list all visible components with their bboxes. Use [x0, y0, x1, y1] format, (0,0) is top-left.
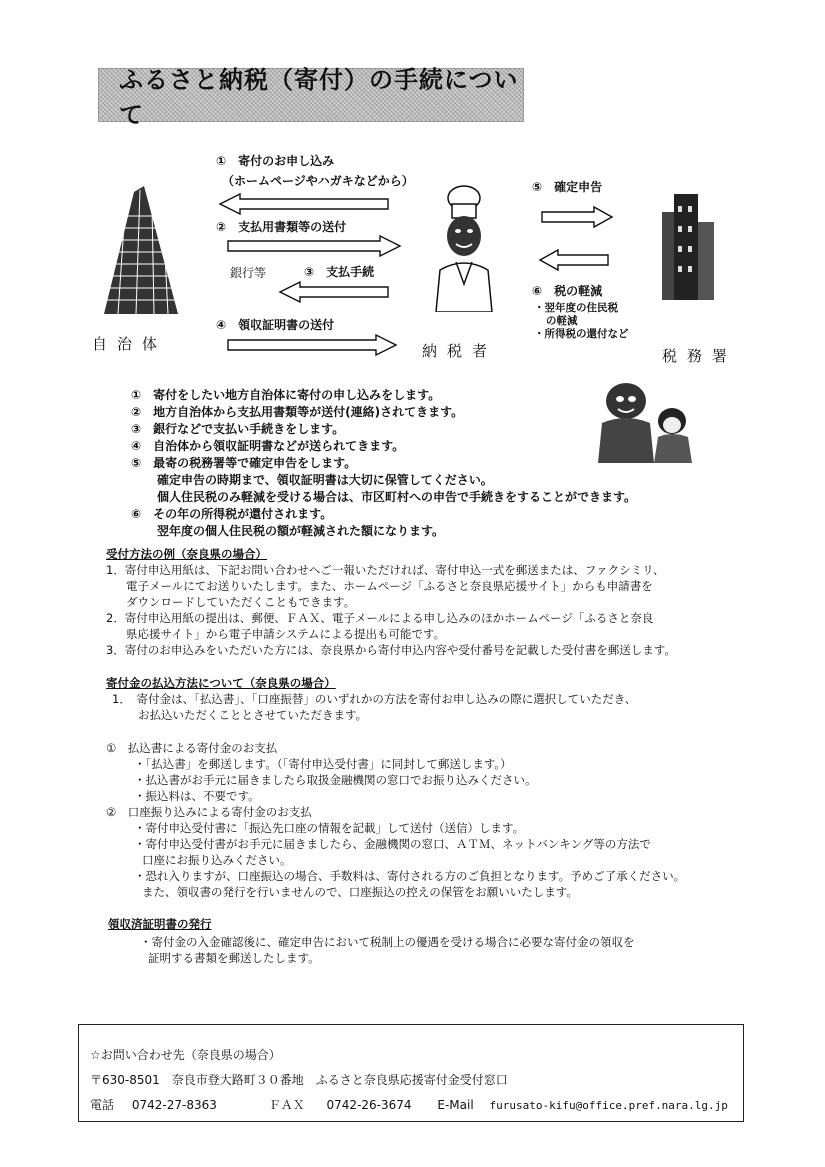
arrow-left-3 [278, 280, 390, 304]
arrow-right-4 [226, 333, 398, 357]
flow-step1-sub: （ホームページやハガキなどから） [222, 174, 414, 188]
email-address[interactable]: furusato-kifu@office.pref.nara.lg.jp [489, 1099, 728, 1112]
text-line: ・恐れ入りますが、口座振込の場合、手数料は、寄付される方のご負担となります。予めご了承ください。 [134, 869, 686, 883]
payment-body [112, 691, 636, 723]
phone-number: 0742-27-8363 [131, 1098, 217, 1112]
text-line: ・「払込書」を郵送します。（「寄付申込受付書」に同封して郵送します。） [134, 757, 512, 771]
text-line: 証明する書類を郵送したします。 [148, 951, 320, 965]
text-line: ・寄付申込受付書がお手元に届きましたら、金融機関の窓口、ＡＴＭ、ネットバンキング等の方法で [134, 837, 651, 851]
flow-step6-note1: ・翌年度の住民税 [534, 302, 618, 314]
list-item: ⑥ その年の所得税が還付されます。 [131, 507, 333, 521]
arrow-right-2 [226, 234, 402, 258]
fax-number: 0742-26-3674 [326, 1098, 412, 1112]
municipality-building-icon [96, 186, 186, 314]
fax-label: ＦＡＸ [268, 1098, 305, 1112]
arrow-left-1 [218, 192, 390, 216]
list-item: ⑤ 最寄の税務署等で確定申告をします。 [131, 456, 357, 470]
list-item: ④ 自治体から領収証明書などが送られてきます。 [131, 439, 405, 453]
tax-office-building-icon [656, 192, 720, 302]
receipt-heading: 領収済証明書の発行 [108, 917, 212, 931]
page-title: ふるさと納税（寄付）の手続について [119, 66, 519, 129]
text-line: ダウンロードしていただくこともできます。 [126, 595, 356, 609]
phone-label: 電話 [90, 1098, 115, 1112]
flow-step5: ⑤ 確定申告 [532, 180, 603, 194]
flow-bank: 銀行等 [230, 266, 267, 280]
payment-option-1 [106, 740, 685, 900]
list-item: ① 寄付をしたい地方自治体に寄付の申し込みをします。 [131, 388, 441, 402]
subheading: ① 払込書による寄付金のお支払 [106, 741, 278, 755]
text-line: 1．寄付申込用紙は、下記お問い合わせへご一報いただければ、寄付申込一式を郵送または、ファクシミリ、 [106, 563, 665, 577]
text-line: ・振込料は、不要です。 [134, 789, 260, 803]
list-item: ② 地方自治体から支払用書類等が送付(連絡)されてきます。 [131, 405, 464, 419]
text-line: お払込いただくこととさせていただきます。 [138, 708, 368, 722]
list-item: 確定申告の時期まで、領収証明書は大切に保管してください。 [157, 473, 493, 487]
text-line: 口座にお振り込みください。 [142, 853, 292, 867]
text-line: また、領収書の発行を行いませんので、口座振込の控えの保管をお願いいたします。 [142, 885, 578, 899]
taxpayer-label: 納税者 [422, 342, 498, 360]
flow-step6-note2: の軽減 [546, 315, 578, 327]
flow-step3: ③ 支払手続 [304, 265, 375, 279]
flow-step6-note3: ・所得税の還付など [534, 328, 629, 340]
acceptance-heading: 受付方法の例（奈良県の場合） [106, 547, 267, 561]
text-line: 2．寄付申込用紙の提出は、郵便、ＦＡＸ、電子メールによる申し込みのほかホームページ「ふるさと奈良 [106, 611, 654, 625]
tax-office-label: 税務署 [662, 347, 738, 365]
payment-heading: 寄付金の払込方法について（奈良県の場合） [106, 676, 336, 690]
text-line: 電子メールにてお送りいたします。また、ホームページ「ふるさと奈良県応援サイト」からも申請書を [126, 579, 653, 593]
flow-step4: ④ 領収証明書の送付 [216, 318, 335, 332]
municipality-label: 自治体 [92, 335, 168, 353]
text-line: 1． 寄付金は、「払込書」、「口座振替」のいずれかの方法を寄付お申し込みの際に選択していただき、 [112, 692, 637, 706]
list-item: 翌年度の個人住民税の額が軽減された額になります。 [157, 524, 445, 538]
contact-phone-row [90, 1096, 728, 1113]
arrow-left-6 [538, 248, 610, 272]
arrow-right-5 [540, 205, 614, 229]
flow-step1: ① 寄付のお申し込み [216, 154, 335, 168]
text-line: ・払込書がお手元に届きましたら取扱金融機関の窓口でお振り込みください。 [134, 773, 537, 787]
page-title-banner [98, 66, 524, 129]
list-item: ③ 銀行などで支払い手続きをします。 [131, 422, 345, 436]
steps-list [131, 387, 636, 540]
text-line: 県応援サイト」から電子申請システムによる提出も可能です。 [126, 627, 446, 641]
contact-heading: ☆お問い合わせ先（奈良県の場合） [90, 1048, 281, 1062]
text-line: 3．寄付のお申込みをいただいた方には、奈良県から寄付申込内容や受付番号を記載した受付書を郵送します。 [106, 643, 676, 657]
email-label: E-Mail [437, 1098, 474, 1112]
flow-step2: ② 支払用書類等の送付 [216, 220, 347, 234]
list-item: 個人住民税のみ軽減を受ける場合は、市区町村への申告で手続きをすることができます。 [157, 490, 637, 504]
taxpayer-figure-icon [432, 184, 496, 312]
flow-step6: ⑥ 税の軽減 [532, 284, 603, 298]
contact-address: 〒630-8501 奈良市登大路町３０番地 ふるさと奈良県応援寄付金受付窓口 [90, 1073, 508, 1087]
family-illustration-icon [590, 373, 700, 463]
acceptance-body [106, 562, 676, 658]
text-line: ・寄付申込受付書に「振込先口座の情報を記載」して送付（送信）します。 [134, 821, 525, 835]
text-line: ・寄付金の入金確認後に、確定申告において税制上の優遇を受ける場合に必要な寄付金の領収を [140, 935, 635, 949]
receipt-body [140, 934, 635, 966]
subheading: ② 口座振り込みによる寄付金のお支払 [106, 805, 312, 819]
